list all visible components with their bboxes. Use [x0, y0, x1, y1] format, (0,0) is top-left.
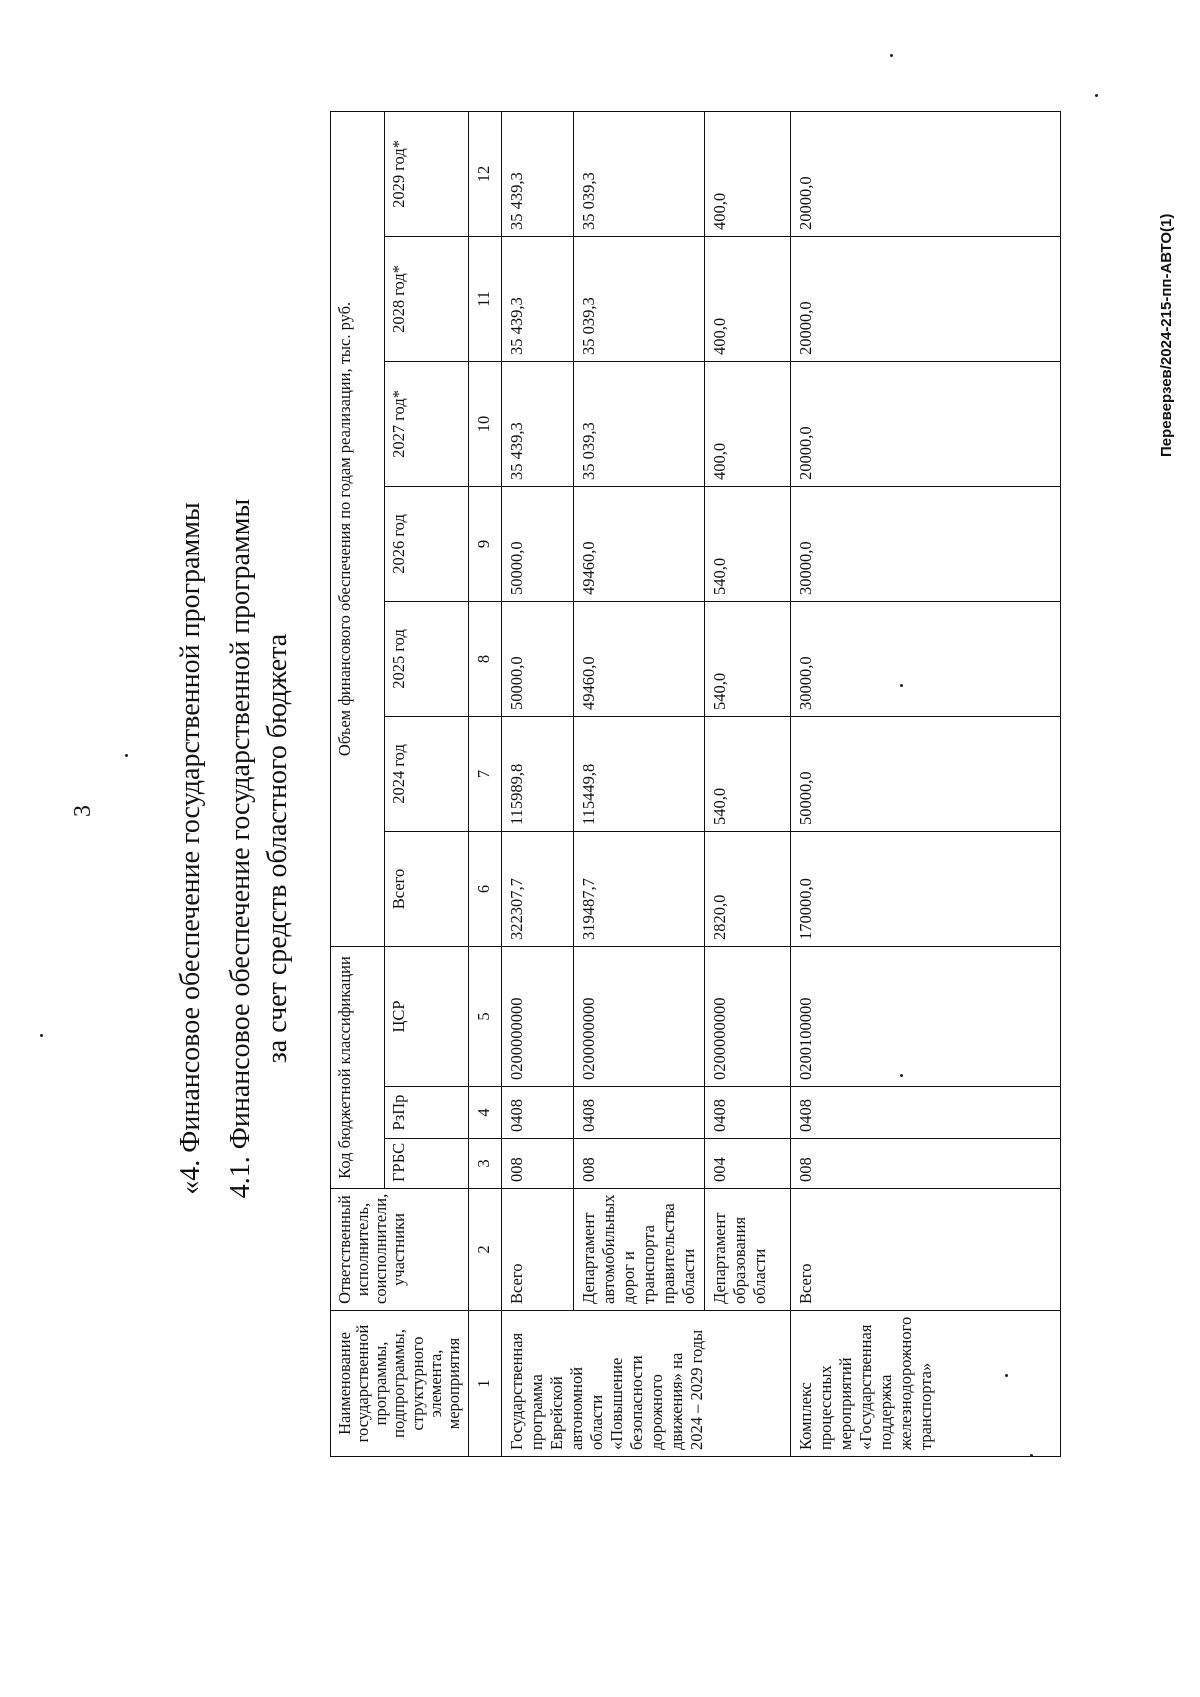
scan-speck [1030, 1454, 1033, 1457]
total: 2820,0 [704, 831, 790, 946]
scan-speck [890, 54, 893, 57]
scan-speck [40, 1034, 43, 1037]
column-number: 4 [468, 1087, 501, 1139]
section-title: «4. Финансовое обеспечение государственной программы [175, 502, 206, 1195]
executor: Всего [501, 1189, 573, 1311]
value-2029: 35 039,3 [573, 111, 704, 236]
rzpr: 0408 [790, 1087, 1060, 1139]
value-2028: 400,0 [704, 236, 790, 361]
subsection-title-line2: за счет средств областного бюджета [262, 633, 293, 1064]
value-2024: 115449,8 [573, 716, 704, 831]
column-number: 8 [468, 601, 501, 716]
value-2026: 50000,0 [501, 486, 573, 601]
column-number: 11 [468, 236, 501, 361]
executor: Всего [790, 1189, 1060, 1311]
header-row-1 [331, 111, 385, 1456]
value-2025: 50000,0 [501, 601, 573, 716]
executor: Департамент образования области [704, 1189, 790, 1311]
column-number: 5 [468, 946, 501, 1086]
column-number: 1 [468, 1311, 501, 1457]
csr: 0200000000 [501, 946, 573, 1086]
value-2024: 540,0 [704, 716, 790, 831]
header-2029: 2029 год* [384, 111, 468, 236]
column-number: 7 [468, 716, 501, 831]
scan-speck [900, 684, 903, 687]
value-2025: 49460,0 [573, 601, 704, 716]
total: 170000,0 [790, 831, 1060, 946]
csr: 0200000000 [573, 946, 704, 1086]
column-number-row [468, 111, 501, 1456]
header-2026: 2026 год [384, 486, 468, 601]
value-2027: 400,0 [704, 361, 790, 486]
grbs: 004 [704, 1139, 790, 1189]
header-total: Всего [384, 831, 468, 946]
financing-table [330, 111, 1061, 1457]
value-2026: 540,0 [704, 486, 790, 601]
header-name: Наименование государственной программы, подпрограммы, структурного элемента, мероприятия [331, 1311, 469, 1457]
executor: Департамент автомобильных дорог и транспорта правительства области [573, 1189, 704, 1311]
column-number: 6 [468, 831, 501, 946]
column-number: 2 [468, 1189, 501, 1311]
table-row [704, 111, 790, 1456]
table-row [501, 111, 573, 1456]
value-2026: 30000,0 [790, 486, 1060, 601]
value-2028: 20000,0 [790, 236, 1060, 361]
value-2027: 20000,0 [790, 361, 1060, 486]
header-grbs: ГРБС [384, 1139, 468, 1189]
value-2028: 35 439,3 [501, 236, 573, 361]
complex-name: Комплекс процессных мероприятий «Государственная поддержка железнодорожного транспорта» [790, 1311, 1060, 1457]
csr: 0200100000 [790, 946, 1060, 1086]
table-row [573, 111, 704, 1456]
value-2024: 50000,0 [790, 716, 1060, 831]
page-number: 3 [70, 805, 96, 817]
value-2024: 115989,8 [501, 716, 573, 831]
header-budget-code: Код бюджетной классификации [331, 946, 385, 1188]
csr: 0200000000 [704, 946, 790, 1086]
subsection-title: 4.1. Финансовое обеспечение государственной программы [225, 498, 256, 1199]
header-csr: ЦСР [384, 946, 468, 1086]
header-executor: Ответственный исполнитель, соисполнители, участники [331, 1189, 469, 1311]
column-number: 9 [468, 486, 501, 601]
scan-speck [125, 754, 128, 757]
total: 322307,7 [501, 831, 573, 946]
scan-speck [1095, 94, 1098, 97]
program-name: Государственная программа Еврейской автономной области «Повышение безопасности дорожного движения» на 2024 – 2029 годы [501, 1311, 790, 1457]
grbs: 008 [790, 1139, 1060, 1189]
value-2029: 20000,0 [790, 111, 1060, 236]
value-2025: 30000,0 [790, 601, 1060, 716]
header-2024: 2024 год [384, 716, 468, 831]
column-number: 12 [468, 111, 501, 236]
header-funding: Объем финансового обеспечения по годам реализации, тыс. руб. [331, 111, 385, 946]
value-2026: 49460,0 [573, 486, 704, 601]
scan-speck [900, 1074, 903, 1077]
header-2025: 2025 год [384, 601, 468, 716]
table-row [790, 111, 1060, 1456]
value-2027: 35 039,3 [573, 361, 704, 486]
value-2025: 540,0 [704, 601, 790, 716]
footer-code: Переверзев/2024-215-пп-АВТО(1) [1158, 213, 1175, 457]
rzpr: 0408 [501, 1087, 573, 1139]
column-number: 10 [468, 361, 501, 486]
grbs: 008 [501, 1139, 573, 1189]
grbs: 008 [573, 1139, 704, 1189]
rzpr: 0408 [573, 1087, 704, 1139]
header-rzpr: РзПр [384, 1087, 468, 1139]
value-2029: 35 439,3 [501, 111, 573, 236]
value-2027: 35 439,3 [501, 361, 573, 486]
value-2029: 400,0 [704, 111, 790, 236]
total: 319487,7 [573, 831, 704, 946]
scan-speck [1005, 1374, 1008, 1377]
header-2027: 2027 год* [384, 361, 468, 486]
header-2028: 2028 год* [384, 236, 468, 361]
value-2028: 35 039,3 [573, 236, 704, 361]
rzpr: 0408 [704, 1087, 790, 1139]
column-number: 3 [468, 1139, 501, 1189]
